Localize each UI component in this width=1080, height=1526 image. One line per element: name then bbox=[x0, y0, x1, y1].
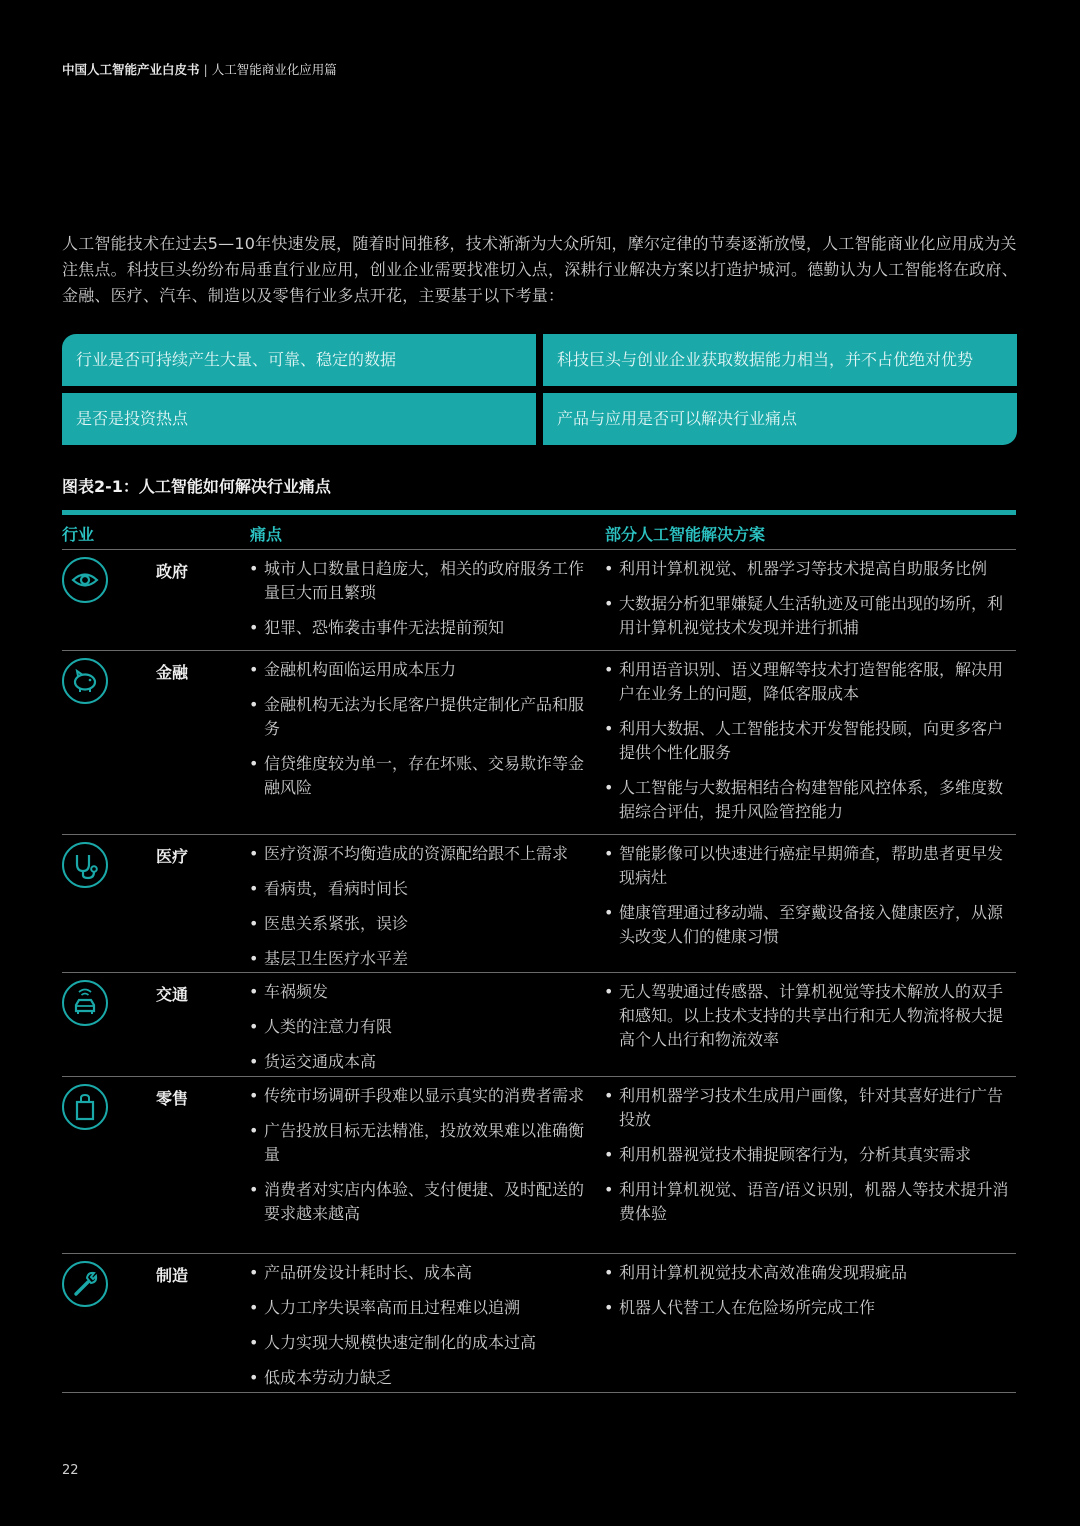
solution-item: • 利用计算机视觉、语音/语义识别，机器人等技术提升消费体验 bbox=[603, 1178, 1016, 1226]
solution-item: • 健康管理通过移动端、至穿戴设备接入健康医疗，从源头改变人们的健康习惯 bbox=[603, 901, 1016, 949]
solutions bbox=[603, 980, 1016, 1063]
header-title: 中国人工智能产业白皮书 bbox=[62, 62, 200, 77]
pain-item: • 医疗资源不均衡造成的资源配给跟不上需求 bbox=[248, 842, 594, 866]
header-subtitle: 人工智能商业化应用篇 bbox=[211, 62, 337, 77]
intro-paragraph: 人工智能技术在过去5—10年快速发展，随着时间推移，技术渐渐为大众所知，摩尔定律的节奏逐渐放慢，人工智能商业化应用成为关注焦点。科技巨头纷纷布局垂直行业应用，创业企业需要找准切入点，深耕行业解决方案以打造护城河。德勤认为人工智能将在政府、金融、医疗、汽车、制造以及零售行业多点开花，主要基于以下考量： bbox=[62, 234, 1018, 305]
solution-item: • 利用计算机视觉技术高效准确发现瑕疵品 bbox=[603, 1261, 1016, 1285]
criteria-box-3: 是否是投资热点 bbox=[62, 393, 536, 445]
table-row bbox=[62, 1076, 1016, 1253]
solution-item: • 人工智能与大数据相结合构建智能风控体系，多维度数据综合评估，提升风险管控能力 bbox=[603, 776, 1016, 824]
pain-points bbox=[248, 1261, 594, 1401]
criteria-box-4: 产品与应用是否可以解决行业痛点 bbox=[543, 393, 1017, 445]
shopping-bag-icon bbox=[62, 1084, 108, 1130]
pain-item: • 金融机构无法为长尾客户提供定制化产品和服务 bbox=[248, 693, 594, 741]
pain-item: • 车祸频发 bbox=[248, 980, 594, 1004]
eye-icon bbox=[62, 557, 108, 603]
pain-item: • 信贷维度较为单一，存在坏账、交易欺诈等金融风险 bbox=[248, 752, 594, 800]
pain-item: • 犯罪、恐怖袭击事件无法提前预知 bbox=[248, 616, 594, 640]
pain-item: • 传统市场调研手段难以显示真实的消费者需求 bbox=[248, 1084, 594, 1108]
pain-item: • 金融机构面临运用成本压力 bbox=[248, 658, 594, 682]
industry-label: 医疗 bbox=[156, 847, 189, 866]
solution-item: • 大数据分析犯罪嫌疑人生活轨迹及可能出现的场所，利用计算机视觉技术发现并进行抓捕 bbox=[603, 592, 1016, 640]
running-header bbox=[62, 60, 337, 78]
pain-item: • 看病贵，看病时间长 bbox=[248, 877, 594, 901]
solutions bbox=[603, 658, 1016, 835]
table-row bbox=[62, 549, 1016, 650]
pain-item: • 医患关系紧张，误诊 bbox=[248, 912, 594, 936]
solutions bbox=[603, 842, 1016, 960]
pain-item: • 广告投放目标无法精准，投放效果难以准确衡量 bbox=[248, 1119, 594, 1167]
solution-item: • 利用计算机视觉、机器学习等技术提高自助服务比例 bbox=[603, 557, 1016, 581]
pain-item: • 人力工序失误率高而且过程难以追溯 bbox=[248, 1296, 594, 1320]
pain-item: • 低成本劳动力缺乏 bbox=[248, 1366, 594, 1390]
criteria-box-1: 行业是否可持续产生大量、可靠、稳定的数据 bbox=[62, 334, 536, 386]
table-row bbox=[62, 972, 1016, 1076]
industry-label: 零售 bbox=[156, 1089, 189, 1108]
wrench-icon bbox=[62, 1261, 108, 1307]
stethoscope-icon bbox=[62, 842, 108, 888]
solutions bbox=[603, 1084, 1016, 1237]
pain-points bbox=[248, 1084, 594, 1237]
table-row bbox=[62, 834, 1016, 972]
solutions bbox=[603, 557, 1016, 651]
figure-title: 图表2-1：人工智能如何解决行业痛点 bbox=[62, 477, 331, 496]
solution-item: • 利用机器学习技术生成用户画像，针对其喜好进行广告投放 bbox=[603, 1084, 1016, 1132]
page-number: 22 bbox=[62, 1463, 79, 1478]
solution-item: • 利用大数据、人工智能技术开发智能投顾，向更多客户提供个性化服务 bbox=[603, 717, 1016, 765]
pain-points bbox=[248, 842, 594, 982]
industry-label: 金融 bbox=[156, 663, 189, 682]
pain-item: • 消费者对实店内体验、支付便捷、及时配送的要求越来越高 bbox=[248, 1178, 594, 1226]
pain-points bbox=[248, 980, 594, 1085]
solution-item: • 智能影像可以快速进行癌症早期筛查，帮助患者更早发现病灶 bbox=[603, 842, 1016, 890]
pain-item: • 人力实现大规模快速定制化的成本过高 bbox=[248, 1331, 594, 1355]
column-header-industry: 行业 bbox=[62, 525, 95, 544]
pain-points bbox=[248, 658, 594, 811]
table-top-rule bbox=[62, 510, 1016, 515]
solution-item: • 利用机器视觉技术捕捉顾客行为，分析其真实需求 bbox=[603, 1143, 1016, 1167]
pain-item: • 基层卫生医疗水平差 bbox=[248, 947, 594, 971]
solutions bbox=[603, 1261, 1016, 1331]
pain-points bbox=[248, 557, 594, 651]
row-divider bbox=[62, 1392, 1016, 1393]
industry-label: 政府 bbox=[156, 562, 189, 581]
pain-item: • 人类的注意力有限 bbox=[248, 1015, 594, 1039]
column-header-solution: 部分人工智能解决方案 bbox=[605, 525, 766, 544]
table-row bbox=[62, 1253, 1016, 1392]
industry-label: 制造 bbox=[156, 1266, 189, 1285]
pain-item: • 产品研发设计耗时长、成本高 bbox=[248, 1261, 594, 1285]
solution-item: • 机器人代替工人在危险场所完成工作 bbox=[603, 1296, 1016, 1320]
criteria-box-2: 科技巨头与创业企业获取数据能力相当，并不占优绝对优势 bbox=[543, 334, 1017, 386]
pain-item: • 城市人口数量日趋庞大，相关的政府服务工作量巨大而且繁琐 bbox=[248, 557, 594, 605]
solution-item: • 利用语音识别、语义理解等技术打造智能客服，解决用户在业务上的问题，降低客服成本 bbox=[603, 658, 1016, 706]
pain-item: • 货运交通成本高 bbox=[248, 1050, 594, 1074]
industry-label: 交通 bbox=[156, 985, 189, 1004]
column-header-pain: 痛点 bbox=[250, 525, 283, 544]
table-row bbox=[62, 650, 1016, 834]
header-separator: | bbox=[203, 62, 208, 77]
solution-item: • 无人驾驶通过传感器、计算机视觉等技术解放人的双手和感知。以上技术支持的共享出行和无人物流将极大提高个人出行和物流效率 bbox=[603, 980, 1016, 1052]
connected-car-icon bbox=[62, 980, 108, 1026]
piggy-bank-icon bbox=[62, 658, 108, 704]
